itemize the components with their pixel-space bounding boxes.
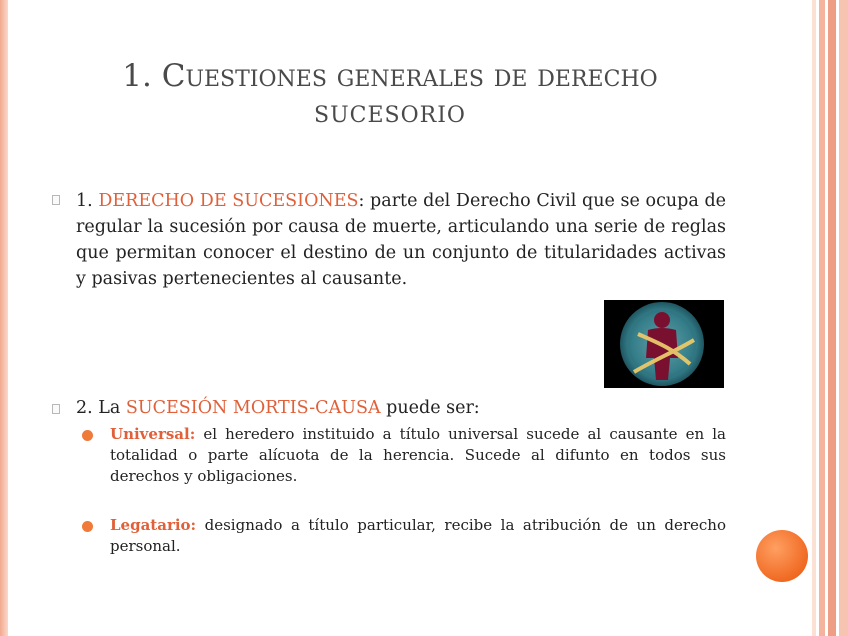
orange-dot-icon xyxy=(82,430,93,441)
slide-title-line-2: sucesorio xyxy=(314,94,466,130)
sub-bullet-legatario-label: Legatario: xyxy=(110,516,197,534)
stripe xyxy=(819,0,825,636)
bullet-1-body: : parte del Derecho Civil que se ocupa de regular la sucesión por causa de muerte, articulando una serie de reglas que permitan conocer el destino de un conjunto de titularidades activas y pasivas pertenecientes al causante. xyxy=(76,191,727,289)
orange-dot-icon xyxy=(82,521,93,532)
bullet-2-text xyxy=(76,395,726,421)
sub-bullet-universal xyxy=(110,424,726,487)
bullet-1-prefix: 1. xyxy=(76,191,99,211)
right-border-stripes xyxy=(812,0,848,636)
sub-bullet-universal-text: el heredero instituido a título universal sucede al causante en la totalidad o parte alícuota de la herencia. Sucede al difunto en todos sus derechos y obligaciones. xyxy=(110,425,726,485)
sub-bullet-legatario-text: designado a título particular, recibe la atribución de un derecho personal. xyxy=(110,516,726,555)
stripe xyxy=(839,0,848,636)
left-border-decoration xyxy=(0,0,8,636)
sub-bullet-universal-label: Universal: xyxy=(110,425,196,443)
stripe xyxy=(828,0,836,636)
bullet-1-text xyxy=(76,188,726,292)
dna-figure-image xyxy=(604,300,724,388)
decorative-orange-circle xyxy=(756,530,808,582)
dna-figure-icon xyxy=(604,300,724,388)
slide-title-line-1: 1. Cuestiones generales de derecho xyxy=(122,58,658,94)
square-bullet-icon xyxy=(52,195,60,205)
bullet-2-prefix: 2. La xyxy=(76,398,126,418)
bullet-1-highlight: DERECHO DE SUCESIONES xyxy=(98,191,359,211)
bullet-2-body: puede ser: xyxy=(380,398,480,418)
sub-bullet-legatario xyxy=(110,515,726,557)
slide-title xyxy=(40,58,740,130)
square-bullet-icon xyxy=(52,404,60,414)
stripe xyxy=(812,0,816,636)
bullet-2-highlight: SUCESIÓN MORTIS-CAUSA xyxy=(125,398,381,418)
